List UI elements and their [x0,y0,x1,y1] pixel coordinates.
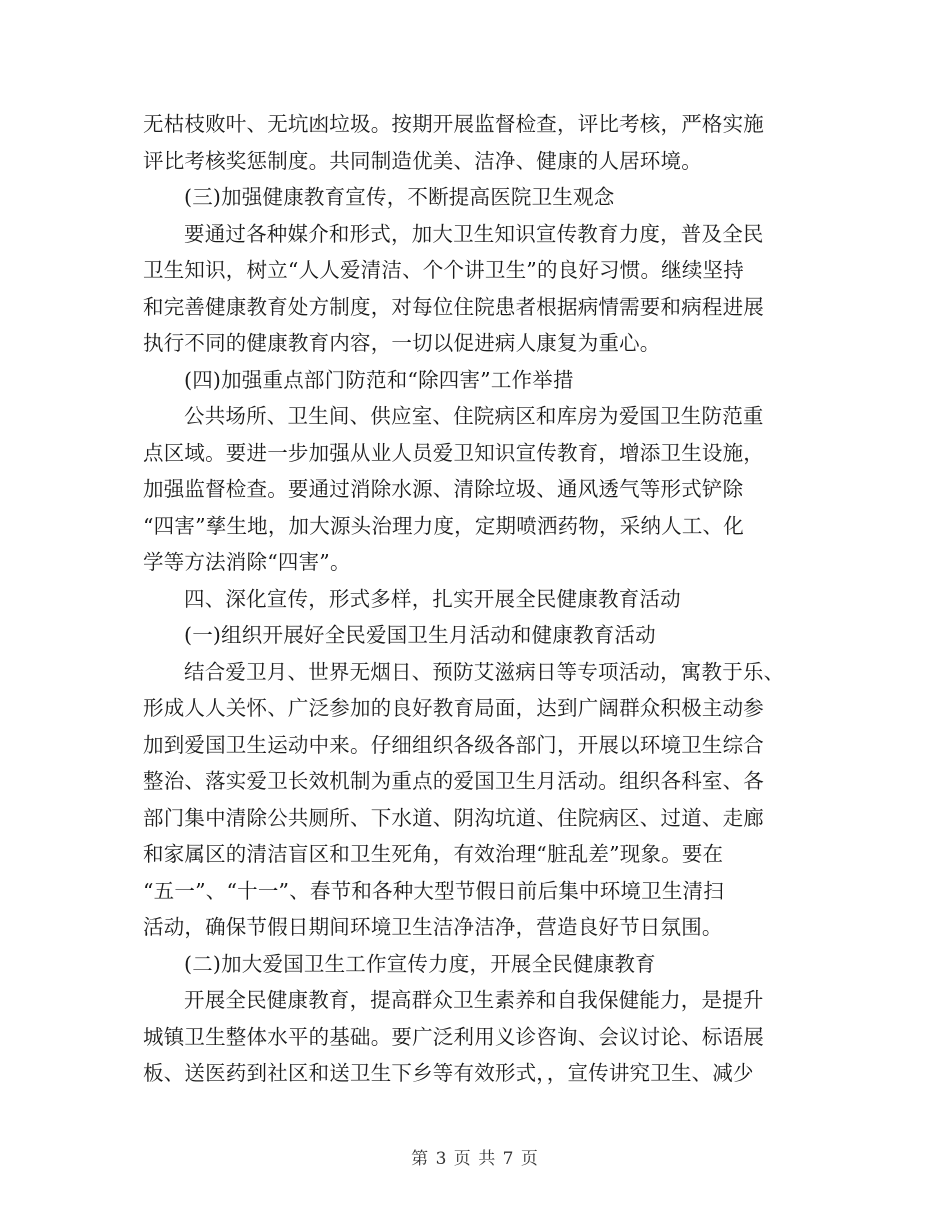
text-line: 和家属区的清洁盲区和卫生死角，有效治理“脏乱差”现象。要在 [143,842,724,866]
body-text [143,106,813,1092]
text-line: 结合爱卫月、世界无烟日、预防艾滋病日等专项活动，寓教于乐、 [184,659,785,684]
section-heading: (四)加强重点部门防范和“除四害”工作举措 [184,367,574,392]
text-line: 板、送医药到社区和送卫生下乡等有效形式，，宣传讲究卫生、减少 [143,1061,754,1085]
text-line: 执行不同的健康教育内容，一切以促进病人康复为重心。 [143,331,661,355]
text-line: 加强监督检查。要通过消除水源、清除垃圾、通风透气等形式铲除 [143,477,744,501]
section-heading: (一)组织开展好全民爱国卫生月活动和健康教育活动 [184,623,656,647]
chapter-heading: 四、深化宣传，形式多样，扎实开展全民健康教育活动 [184,586,681,611]
section-heading: (三)加强健康教育宣传，不断提高医院卫生观念 [184,185,615,209]
text-line: 加到爱国卫生运动中来。仔细组织各级各部门，开展以环境卫生综合 [143,732,764,757]
text-line: 形成人人关怀、广泛参加的良好教育局面，达到广阔群众积极主动参 [143,696,764,720]
text-line: 要通过各种媒介和形式，加大卫生知识宣传教育力度，普及全民 [184,221,764,246]
section-heading: (二)加大爱国卫生工作宣传力度，开展全民健康教育 [184,951,656,976]
text-line: 部门集中清除公共厕所、下水道、阴沟坑道、住院病区、过道、走廊 [143,805,764,830]
page-number-footer: 第 3 页 共 7 页 [411,1149,539,1169]
text-line: 无枯枝败叶、无坑凼垃圾。按期开展监督检查，评比考核，严格实施 [143,112,764,136]
text-line: “五一”、“十一”、春节和各种大型节假日前后集中环境卫生清扫 [143,878,724,903]
text-line: 整治、落实爱卫长效机制为重点的爱国卫生月活动。组织各科室、各 [143,769,764,793]
text-line: 和完善健康教育处方制度，对每位住院患者根据病情需要和病程进展 [143,294,764,319]
text-line: 公共场所、卫生间、供应室、住院病区和库房为爱国卫生防范重 [184,404,764,428]
text-line: 学等方法消除“四害”。 [143,550,351,574]
text-line: 活动，确保节假日期间环境卫生洁净洁净，营造良好节日氛围。 [143,915,723,939]
text-line: 评比考核奖惩制度。共同制造优美、洁净、健康的人居环境。 [143,148,702,173]
text-line: 卫生知识，树立“人人爱清洁、个个讲卫生”的良好习惯。继续坚持 [143,258,744,282]
text-line: 开展全民健康教育，提高群众卫生素养和自我保健能力，是提升 [184,988,764,1012]
text-line: 城镇卫生整体水平的基础。要广泛利用义诊咨询、会议讨论、标语展 [143,1024,764,1049]
text-line: 点区域。要进一步加强从业人员爱卫知识宣传教育，增添卫生设施， [143,440,764,465]
text-line: “四害”孳生地，加大源头治理力度，定期喷洒药物，采纳人工、化 [143,513,744,538]
